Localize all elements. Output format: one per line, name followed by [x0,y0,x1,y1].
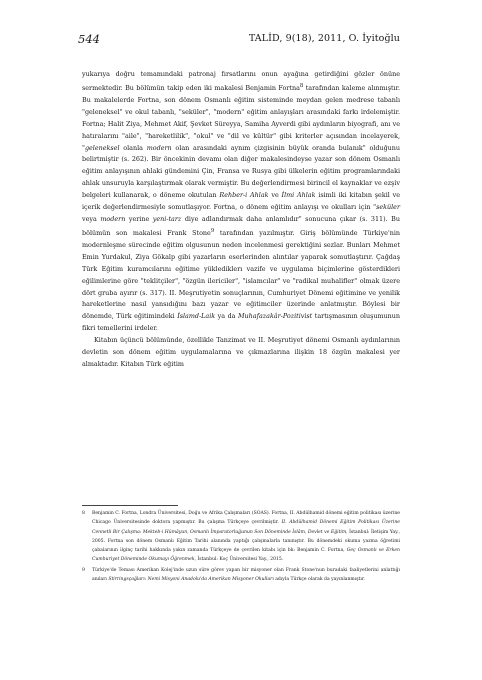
emphasis: İslamd-Laik [177,312,216,321]
book-title: İlmi Ahlak [281,191,316,200]
running-head: TALİD, 9(18), 2011, O. İyitoğlu [248,33,400,44]
text-run: ve [268,191,282,200]
text-run: olan arasındaki aynım çizgisinin büyük oranda bulanık" olduğunu belirtmiştir (s. 262). Bir öncekinin devamı olan diğer makalesindeyse yazar son dönem Osmanlı eğitim anlayışının ahlaki gündemini Çin, Fransa ve Rusya gibi ülkelerin eğitim programlarındaki ahlak unsuruyla karşılaştırmak olarak vermiştir. Bu değerlendirmesi birincil el kaynaklar ve ezşiv belgeleri kullanarak, o döneme okutulan [82,143,401,200]
footnote-text: Türkiye'de Teması Amerikan Kolej'inde uzun süre görev yapan bir misyoner olan Frank Stone'nun buradaki faaliyetlerini anlattığı anıları [92,567,400,583]
emphasis: modern [146,143,172,152]
footnote-number: 9 [82,567,85,573]
text-run: tarafından yazılmıştır. Giriş bölümünde Türkiye'nin modernleşme sürecinde eğitim olgusunun neden incelenmesi gerektiğini sezlar. Bunları Mehmet Emin Yurdakul, Ziya Gökalp gibi yazarların eserlerinden alıntılar yaparak somutlaştırır. Çağdaş Türk Eğitim kuramcılarını eğitime yüklediklerı vazife ve uygulama biçimlerine gösterdikleri eğilimlerine göre "teklitçiler", "özgün ilericiler", "islamcılar" ve "radikal muhalifler" olmak üzere dört gruba ayırır (s. 317). II. Meşrutiyetin sonuçlarının, Cumhuriyet Dönemi eğitimine ve yenilik hareketlerine nasıl yansıdığını bazı yazar ve eğitimciler üzerinde anlatmıştır. Böylesi bir dönemde, Türk eğitimindeki [82,229,400,321]
paragraph-2: Kitabın üçüncü bölümünde, özellikle Tanzimat ve II. Meşrutiyet dönemi Osmanlı aydınlarının devletin son dönem eğitim uygulamalarına ve çıkmazlarına ilişkin 18 özgün makalesi yer almaktadır. Kitabın Türk eğitim [82,336,400,368]
footnote-8 [82,509,400,565]
emphasis: "seküler [373,203,400,212]
footnote-text: , İstanbul: İletişim Yay., 2005. Fortna son dönem Osmanlı Eğitim Tarihi alanında yaptığı çalışmalarla tanınıştır. Bu dönemdeki okuma yazma öğretimi çabalarının ilginç tarihi hakkında yakın zamanda Türkçeye de çevrilen kitabı için bk: Benjamin C. Fortna, [92,529,400,554]
emphasis: yeni-tarz [152,215,182,223]
text-run: ya da [215,312,238,321]
emphasis: modern [100,215,126,223]
footnotes [82,509,400,585]
text-run: yerine [125,215,153,223]
footnote-ref-8[interactable]: 8 [299,82,304,89]
paragraph-1 [82,69,400,335]
page-number: 544 [78,32,100,46]
body-text [82,69,400,371]
footnote-text: adıyla Türkçe olarak da yayınlanmıştır. [273,577,365,583]
footnote-9 [82,566,400,585]
footnote-text: , İstanbul: Koç Üniversitesi Yay., 2015. [194,557,284,563]
text-run: diye adlandırmak daha anlamlıdır" sonucuna çıkar (s. 311). Bu bölümün son makalesi Frank Stone [82,215,400,238]
footnote-rule [82,505,178,506]
footnote-text: Benjamin C. Fortna, Londra Üniversitesi, Doğu ve Afrika Çalışmaları (SOAS). Fortna, II. Abdülhamid dönemi eğitim politikası üzerine Chicago Üniversitesinde doktora yapmıştır. Bu çalışma Türkçeye çevrilmiştir. [92,511,400,526]
text-run: tarafından kaleme alınmıştır. Bu makalelerde Fortna, son dönem Osmanlı eğitim sisteminde meydan gelen medrese tabanlı "geleneksel" ve okul tabanlı, "seküler", "modern" eğitim anlayışları arasındaki farkı irdelemiştir. Fortna; Halit Ziya, Mehmet Akif, Şevket Süreyya, Samiha Ayverdi gibi aydınların biyografi, anı ve hatıralarını "aile", "hareketlilik", "okul" ve "dil ve kültür" gibi kriterler açısından incelayerek, [82,84,401,140]
emphasis: "geleneksel [82,143,120,152]
footnote-ref-9[interactable]: 9 [210,227,215,234]
book-title: Stirringsçağları: Nemi Misyoni Anadolu'da Amerikan Misyoner Okulları [108,577,274,583]
book-title: Geç Osmanlı ve Erken Cumhuriyet Döneminde Okumayı Öğrenmek [92,548,400,563]
text-run: olanla [119,143,147,152]
book-title: II. Abdülhamid Dönemi Eğitim Politikası Üzerine Cennetli Bir Çalışma: Mekteb-i Hümâyun, Osmanlı İmparatorluğunun Son Döneminde İslâm, Devlet ve Eğitim [92,520,400,535]
text-run: yukarıya doğru temamındaki patronaj fırsatlarını onun ayağına getirdiğini gözler önüne sermektedir. Bu bölümün takip eden iki makalesi Benjamin Fortna [82,70,400,93]
emphasis: Muhafazakâr-Pozitivist [238,312,313,321]
book-title: Rehber-i Ahlak [219,191,269,200]
text-run: tartışmasının oluşumunun fikri temellerini irdeler. [82,312,400,333]
text-run: isimli iki kitabın şekil ve içerik değerlendirmesiyle somutlaşıyor. Fortna, o dönem eğitim anlayışı ve okulları için [82,191,401,212]
text-run: veya [82,215,101,223]
footnote-number: 8 [82,511,85,516]
